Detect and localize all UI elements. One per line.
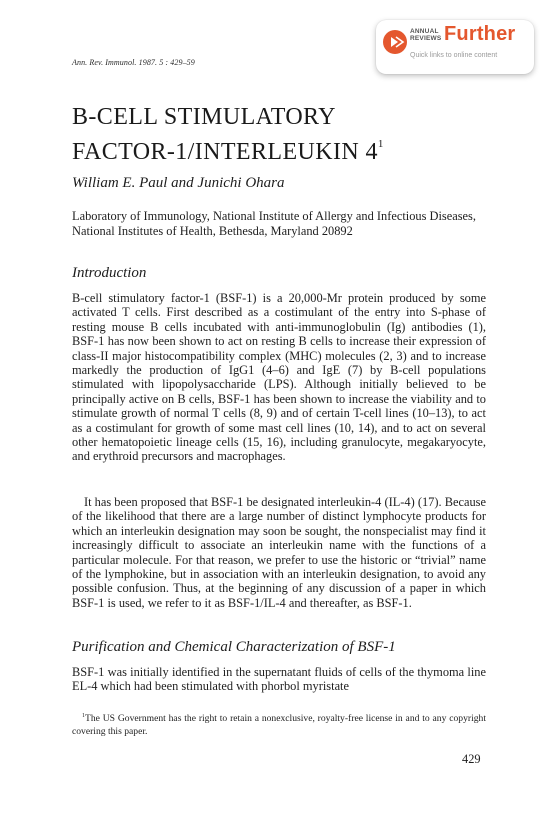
- further-logo-icon: [382, 29, 408, 55]
- section-heading-purification: Purification and Chemical Characterization of BSF-1: [72, 639, 396, 655]
- footnote-mark: 1: [82, 713, 85, 719]
- article-authors: William E. Paul and Junichi Ohara: [72, 175, 285, 191]
- article-title: [72, 104, 492, 166]
- footnote: [72, 710, 486, 738]
- title-footnote-mark[interactable]: 1: [377, 138, 384, 150]
- further-tagline: Quick links to online content: [410, 52, 498, 59]
- annual-reviews-wordmark: ANNUAL REVIEWS: [410, 28, 442, 42]
- footnote-text: The US Government has the right to retain a nonexclusive, royalty-free license in and to any copyright covering this paper.: [72, 713, 486, 737]
- title-line-2: FACTOR-1/INTERLEUKIN 4: [72, 139, 378, 165]
- introduction-paragraph-1: B-cell stimulatory factor-1 (BSF-1) is a 20,000-Mr protein produced by some activated T cells. First described as a costimulant of the entry into S-phase of resting mouse B cells incubated with anti-immunoglobulin (Ig) antibodies (1), BSF-1 has now been shown to act on resting B cells to increase their expression of class-II major histocompatibility complex (MHC) molecules (2, 3) and to increase markedly the production of IgG1 (4–6) and IgE (7) by B-cell populations stimulated with lipopolysaccharide (LPS). Although initially believed to be principally active on B cells, BSF-1 has been shown to increase the viability and to stimulate growth of normal T cells (8, 9) and of certain T-cell lines (10–13), to act as a costimulant for growth of some mast cell lines (10, 14), and to act on several other hematopoietic lineage cells (15, 16), including granulocyte, megakaryocyte, and erythroid precursors and macrophages.: [72, 291, 486, 464]
- annual-reviews-further-badge[interactable]: [376, 20, 534, 74]
- journal-citation: Ann. Rev. Immunol. 1987. 5 : 429–59: [72, 58, 195, 67]
- section-heading-introduction: Introduction: [72, 265, 147, 281]
- title-line-1: B-CELL STIMULATORY: [72, 104, 336, 130]
- page-number: 429: [462, 752, 481, 766]
- introduction-paragraph-2: It has been proposed that BSF-1 be designated interleukin-4 (IL-4) (17). Because of the likelihood that there are a large number of distinct lymphocyte products for which an interleukin designation may soon be sought, the nonspecialist may find it increasingly difficult to associate an interleukin name with the functions of a particular molecule. For that reason, we prefer to use the historic or “trivial” name of the lymphokine, but in association with an interleukin designation, to avoid any possible confusion. Thus, at the beginning of any discussion of a paper in which BSF-1 is used, we refer to it as BSF-1/IL-4 and thereafter, as BSF-1.: [72, 495, 486, 610]
- purification-paragraph-1: BSF-1 was initially identified in the supernatant fluids of cells of the thymoma line EL-4 which had been stimulated with phorbol myristate: [72, 665, 486, 694]
- author-affiliation: Laboratory of Immunology, National Institute of Allergy and Infectious Diseases, National Institutes of Health, Bethesda, Maryland 20892: [72, 209, 476, 238]
- further-brand-label: Further: [444, 23, 516, 45]
